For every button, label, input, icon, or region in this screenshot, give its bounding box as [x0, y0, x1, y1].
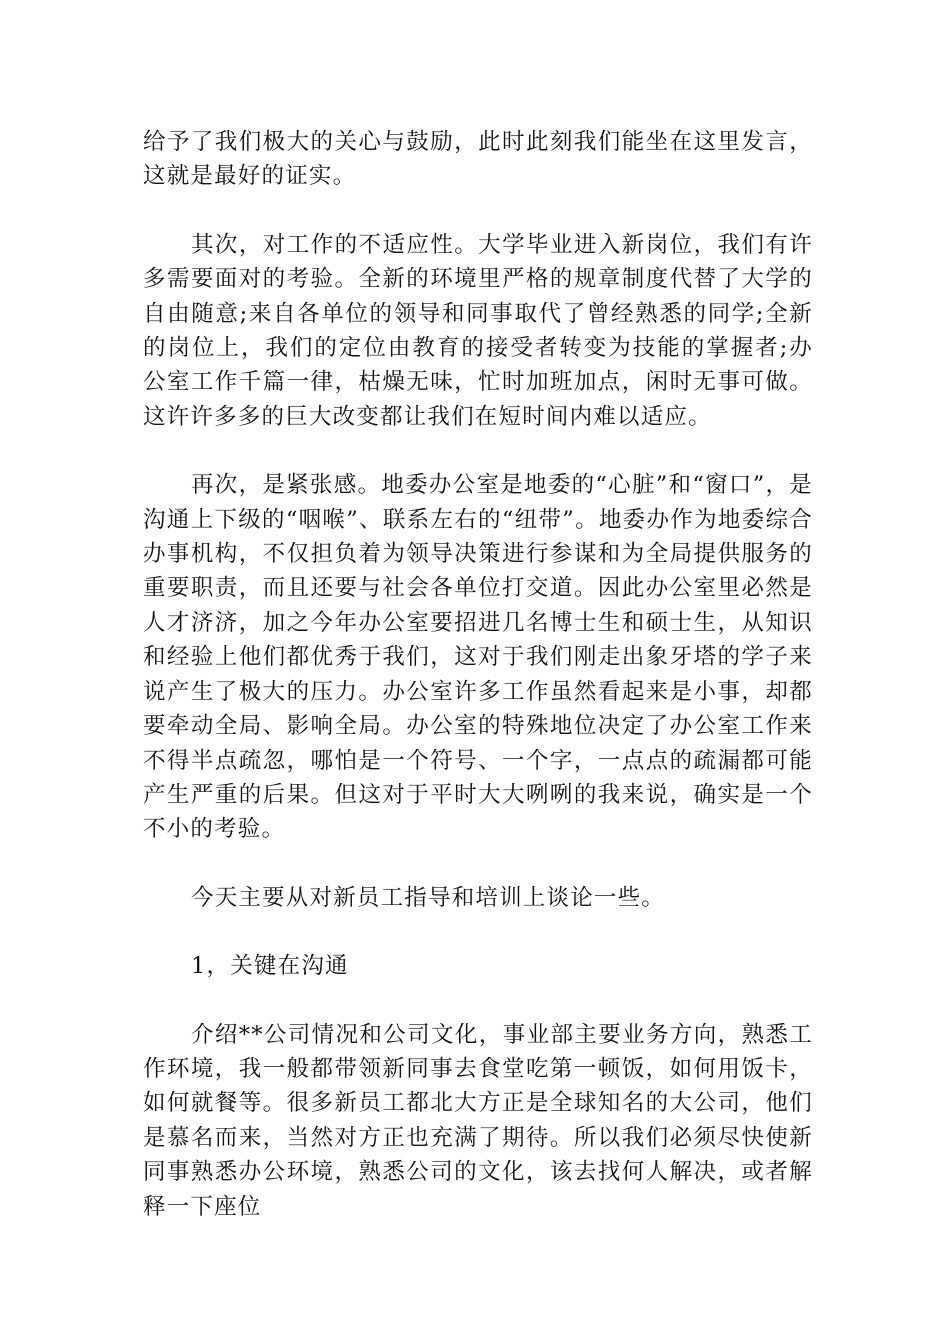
section-heading-communication: 1，关键在沟通: [191, 953, 349, 980]
document-page: [143, 125, 813, 1224]
paragraph-company-intro: 介绍**公司情况和公司文化，事业部主要业务方向，熟悉工作环境，我一般都带领新同事去食堂吃第一顿饭，如何用饭卡，如何就餐等。很多新员工都北大方正是全球知名的大公司，他们是慕名而来，当然对方正也充满了期待。所以我们必须尽快使新同事熟悉办公环境，熟悉公司的文化，该去找何人解决，或者解释一下座位: [143, 1021, 813, 1220]
paragraph-continuation: 给予了我们极大的关心与鼓励，此时此刻我们能坐在这里发言，这就是最好的证实。: [143, 129, 813, 190]
paragraph-topic-intro: 今天主要从对新员工指导和培训上谈论一些。: [191, 884, 666, 911]
paragraph-maladaptation: 其次，对工作的不适应性。大学毕业进入新岗位，我们有许多需要面对的考验。全新的环境里严格的规章制度代替了大学的自由随意;来自各单位的领导和同事取代了曾经熟悉的同学;全新的岗位上，我们的定位由教育的接受者转变为技能的掌握者;办公室工作千篇一律，枯燥无味，忙时加班加点，闲时无事可做。这许许多多的巨大改变都让我们在短时间内难以适应。: [143, 231, 813, 430]
paragraph-tension: 再次，是紧张感。地委办公室是地委的“心脏”和“窗口”，是沟通上下级的“咽喉”、联系左右的“纽带”。地委办作为地委综合办事机构，不仅担负着为领导决策进行参谋和为全局提供服务的重要职责，而且还要与社会各单位打交道。因此办公室里必然是人才济济，加之今年办公室要招进几名博士生和硕士生，从知识和经验上他们都优秀于我们，这对于我们刚走出象牙塔的学子来说产生了极大的压力。办公室许多工作虽然看起来是小事，却都要牵动全局、影响全局。办公室的特殊地位决定了办公室工作来不得半点疏忽，哪怕是一个符号、一个字，一点点的疏漏都可能产生严重的后果。但这对于平时大大咧咧的我来说，确实是一个不小的考验。: [143, 472, 813, 843]
